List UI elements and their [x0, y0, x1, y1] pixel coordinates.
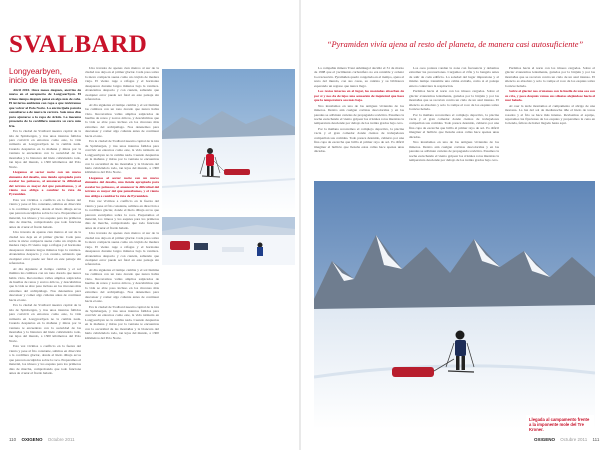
paragraph: Por la mañana recorremos el complejo deportivo, la piscina vacía y el gran comedor donde cientos de trabajadores compartían sus comidas. Todo parece detenido, cubierto por una fina capa de escarcha que brilla al primer rayo de sol. Es difícil imaginar el bullicio que llenaba estas calles hace apenas unas décadas. — [314, 126, 404, 154]
left-folio — [9, 437, 75, 442]
right-folio — [530, 437, 599, 442]
paragraph: Era la ciudad de Svalbard nuestra capital de la isla de Spitsbergen, y tras unos intentos fallidos para convivir en entornos como este, la vida rutinaria en Longyearbyen no la cambia nada. Cuando despiertas en la mañana y miras por la ventana te encuentras con la oscuridad de las montañas y la blancura del hielo cubriéndolo todo, tan lejos del mundo, a 1300 kilómetros del Polo Norte. — [9, 303, 81, 343]
paragraph: Al día siguiente el tiempo cambia y el sol ilumina las cumbres con un tono dorado que nunca había visto. Recorremos valles amplios salpicados de huellas de renos y zorros árticos, y descubrimos que la vida se abre paso incluso en los rincones más extremos del archipiélago. Nos detenemos para descansar y comer algo caliente antes de continuar hacia el este. — [9, 266, 81, 302]
paragraph: Partimos hacia el norte con los trineos cargados. Sobre el glaciar avanzamos lentamente, guiados por la brújula y por las montañas que se recortan contra un cielo de un azul intenso. El silencio es absoluto y solo lo rompe el roce de los esquíes sobre la nieve helada. — [409, 89, 499, 112]
page-gutter — [299, 0, 301, 450]
photo-caption: Llegada al campamento frente a la imponente mole del Tre Kroner. — [526, 415, 594, 434]
paragraph: Por la mañana recorremos el complejo deportivo, la piscina vacía y el gran comedor donde cientos de trabajadores compartían sus comidas. Todo parece detenido, cubierto por una fina capa de escarcha que brilla al primer rayo de sol. Es difícil imaginar el bullicio que llenaba estas calles hace apenas unas décadas. — [409, 112, 499, 139]
highlight-paragraph: Llegamos al sector norte con un nuevo elemento del desafío, una tienda apropiada para escalar los peñascos, al amanecer la dificultad del terreno es mayor del que pensábamos, y el viento nos obliga a cambiar la ruta de Pyramiden. — [85, 175, 159, 198]
left-page-number: 110 — [9, 437, 17, 442]
pull-quote: “Pyramiden vivía ajena al resto del planeta, de manera casi autosuficiente” — [326, 40, 584, 49]
left-column-1 — [9, 66, 81, 431]
paragraph: Partimos hacia el norte con los trineos cargados. Sobre el glaciar avanzamos lentamente, guiados por la brújula y por las montañas que se recortan contra un cielo de un azul intenso. El silencio es absoluto y solo lo rompe el roce de los esquíes sobre la nieve helada. — [505, 66, 595, 88]
left-column-2 — [85, 66, 159, 431]
right-column-1 — [314, 66, 404, 178]
right-page-number: 111 — [592, 437, 600, 442]
magazine-brand: OXIGENO — [21, 437, 43, 442]
paragraph: Al día siguiente el tiempo cambia y el sol ilumina las cumbres con un tono dorado que nunca había visto. Recorremos valles amplios salpicados de huellas de renos y zorros árticos, y descubrimos que la vida se abre paso incluso en los rincones más extremos del archipiélago. Nos detenemos para descansar y comer algo caliente antes de continuar hacia el este. — [85, 102, 159, 138]
highlight-paragraph: Los restos intactos en el lugar, las montañas absorben de por sí y nos da de lejos una sensación de inquietud que hace que la temperatura sea más baja. — [314, 89, 404, 103]
paragraph: Era la ciudad de Svalbard nuestra capital de la isla de Spitsbergen, y tras unos intentos fallidos para convivir en entornos como este, la vida rutinaria en Longyearbyen no la cambia nada. Cuando despiertas en la mañana y miras por la ventana te encuentras con la oscuridad de las montañas y la blancura del hielo cubriéndolo todo, tan lejos del mundo, a 1300 kilómetros del Polo Norte. — [9, 129, 81, 169]
subheading-longyearbyen: Longyearbyen, inicio de la travesía — [9, 67, 78, 85]
photo-skier-snowfield — [162, 69, 295, 217]
highlight-paragraph: Llegamos al sector norte con un nuevo elemento del desafío, una tienda apropiada para escalar los peñascos, al amanecer la dificultad del terreno es mayor del que pensábamos, y el viento nos obliga a cambiar la ruta de Pyramiden. — [9, 170, 81, 197]
photo-glacier-expedition-image — [314, 181, 595, 429]
paragraph: Al caer la tarde montamos el campamento al abrigo de una morrena. La luz del sol de medianoche tiñe el hielo de tonos rosados y el frío se hace más intenso. Revisamos el equipo, reparamos las fijaciones de los esquíes y preparamos la cena en la tienda, felices de haber llegado hasta aquí. — [505, 103, 595, 126]
paragraph: Esta vez vivimos a conflicto en la fuerza del viento y pese al frío constante, salimos en dirección a la cordillera glaciar, donde el hielo dibuja arcos que parecen esculpidos sobre la roca. Preparamos el material, los trineos y los esquíes para los primeros días de marcha, comprobando que todo funciona antes de cruzar el fiordo helado. — [9, 197, 81, 229]
paragraph: Al día siguiente el tiempo cambia y el sol ilumina las cumbres con un tono dorado que nunca había visto. Recorremos valles amplios salpicados de huellas de renos y zorros árticos, y descubrimos que la vida se abre paso incluso en los rincones más extremos del archipiélago. Nos detenemos para descansar y comer algo caliente antes de continuar hacia el este. — [85, 267, 159, 304]
right-column-2 — [409, 66, 499, 178]
photo-snow-camp — [162, 217, 295, 265]
issue-date: Octubre 2011 — [560, 437, 588, 442]
photo-snow-camp-image — [162, 217, 295, 265]
lede-paragraph: Abril 2010. Once meses después, aterrizo de nuevo en el aeropuerto de Longyearbyen. El trineo tiempo después pensé en algo más de cabe. El invierno ambiente con ropa a que tuviéramos que volver al Polo Norte. La encrucijada parecía consultarse a de nuevo la carrera. Solo unos días para ajustarse a la ropa de Arktis. La inocente presencia de la cordillera muestra su cara más fría. — [9, 88, 81, 128]
paragraph: Esta vez vivimos a conflicto en la fuerza del viento y pese al frío constante, salimos en dirección a la cordillera glaciar, donde el hielo dibuja arcos que parecen esculpidos sobre la roca. Preparamos el material, los trineos y los esquíes para los primeros días de marcha, comprobando que todo funciona antes de cruzar el fiordo helado. — [9, 344, 81, 376]
paragraph: La compañía minera Trust Arktikugol decidió el 31 de marzo de 1998 que el yacimiento carbonífero no era rentable y ordenó la evacuación. Pyramiden quedó congelada en el tiempo, ajena al resto del mundo, con sus casas, su cantina y su biblioteca esperando un regreso que nunca llegó. — [314, 66, 404, 88]
paragraph: Nos instalamos en una de las antiguas viviendas de los mineros. Dentro aún cuelgan cortinas descoloridas y en las paredes se adivinan carteles de propaganda soviética. Pasamos la noche escuchando el viento golpear los cristales rotos mientras la temperatura desciende por debajo de los treinta grados bajo cero. — [409, 140, 499, 163]
magazine-brand: OXIGENO — [534, 437, 556, 442]
issue-date: Octubre 2011 — [47, 437, 75, 442]
paragraph: Una travesía de apenas cien metros al sur de la ciudad nos deja en el primer glaciar. Cada paso sobre la nieve compacta suena como un crujido de madera vieja. El viento ruge a ráfagas y el horizonte desaparece durante largos minutos bajo la ventisca. Avanzamos despacio y con cautela, sabiendo que cualquier error puede ser fatal en este paisaje sin referencias. — [85, 231, 159, 267]
paragraph: Los osos polares rondan la zona con frecuencia y debemos extremar las precauciones. Cargamos el rifle y la bengala antes de salir de cada edificio. La soledad del lugar impresiona y al mismo tiempo transmite una calma extraña, como si el paisaje entero contuviera la respiración. — [409, 66, 499, 88]
paragraph: Era la ciudad de Svalbard nuestra capital de la isla de Spitsbergen, y tras unos intentos fallidos para convivir en entornos como este, la vida rutinaria en Longyearbyen no la cambia nada. Cuando despiertas en la mañana y miras por la ventana te encuentras con la oscuridad de las montañas y la blancura del hielo cubriéndolo todo, tan lejos del mundo, a 1300 kilómetros del Polo Norte. — [85, 139, 159, 175]
photo-glacier-expedition — [314, 181, 595, 429]
paragraph: Esta vez vivimos a conflicto en la fuerza del viento y pese al frío constante, salimos en dirección a la cordillera glaciar, donde el hielo dibuja arcos que parecen esculpidos sobre la roca. Preparamos el material, los trineos y los esquíes para los primeros días de marcha, comprobando que todo funciona antes de cruzar el fiordo helado. — [85, 199, 159, 230]
paragraph: Una travesía de apenas cien metros al sur de la ciudad nos deja en el primer glaciar. Cada paso sobre la nieve compacta suena como un crujido de madera vieja. El viento ruge a ráfagas y el horizonte desaparece durante largos minutos bajo la ventisca. Avanzamos despacio y con cautela, sabiendo que cualquier error puede ser fatal en este paisaje sin referencias. — [9, 230, 81, 266]
paragraph: Una travesía de apenas cien metros al sur de la ciudad nos deja en el primer glaciar. Cada paso sobre la nieve compacta suena como un crujido de madera vieja. El viento ruge a ráfagas y el horizonte desaparece durante largos minutos bajo la ventisca. Avanzamos despacio y con cautela, sabiendo que cualquier error puede ser fatal en este paisaje sin referencias. — [85, 66, 159, 102]
section-title: SVALBARD — [9, 31, 148, 58]
photo-skier-snowfield-image — [162, 69, 295, 217]
highlight-paragraph: Sobre el glaciar nos cruzamos con la huella de una osa con su cría, y poco después vemos sus siluetas alejándose hacia el mar helado. — [505, 89, 595, 103]
paragraph: Era la ciudad de Svalbard nuestra capital de la isla de Spitsbergen, y tras unos intentos fallidos para convivir en entornos como este, la vida rutinaria en Longyearbyen no la cambia nada. Cuando despiertas en la mañana y miras por la ventana te encuentras con la oscuridad de las montañas y la blancura del hielo cubriéndolo todo, tan lejos del mundo, a 1300 kilómetros del Polo Norte. — [85, 304, 159, 340]
paragraph: Nos instalamos en una de las antiguas viviendas de los mineros. Dentro aún cuelgan cortinas descoloridas y en las paredes se adivinan carteles de propaganda soviética. Pasamos la noche escuchando el viento golpear los cristales rotos mientras la temperatura desciende por debajo de los treinta grados bajo cero. — [314, 103, 404, 126]
right-column-3 — [505, 66, 595, 178]
